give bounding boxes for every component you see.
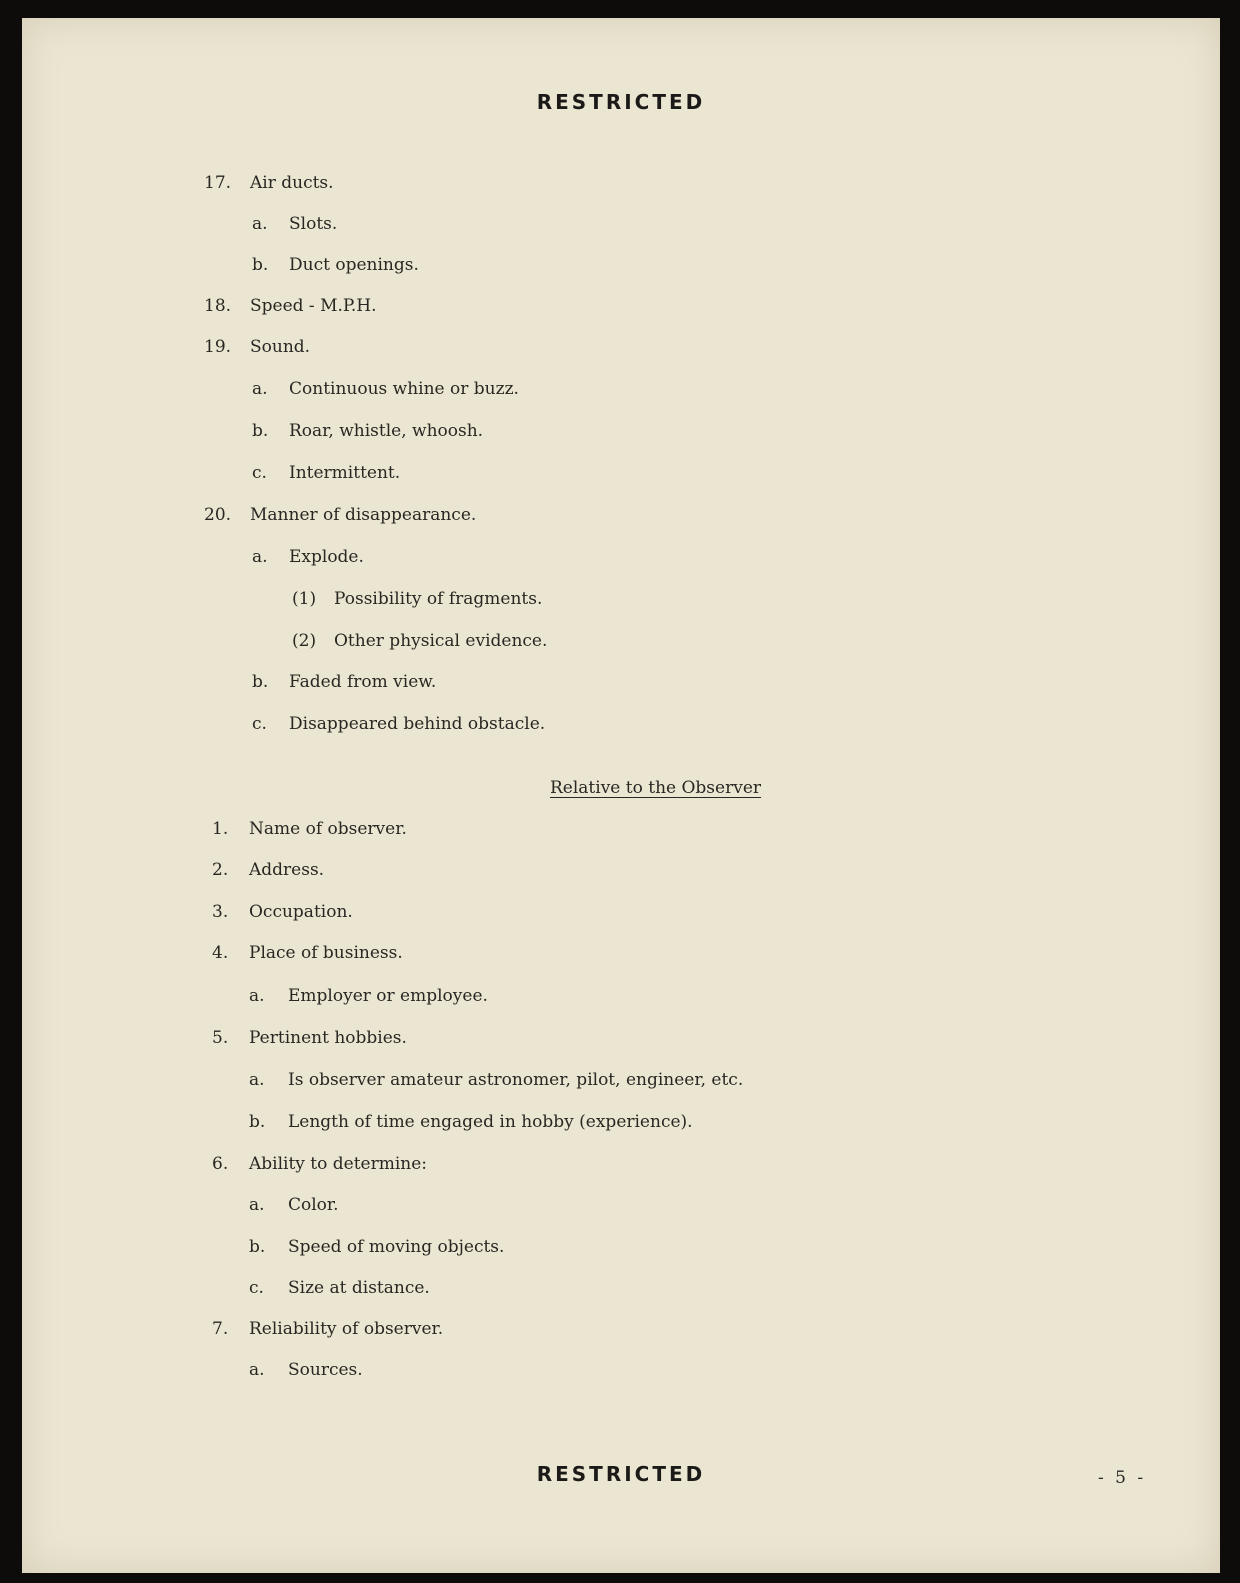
item-number: 18.: [204, 296, 232, 316]
list-item: [204, 337, 310, 357]
list-item: [252, 214, 337, 234]
section-heading: Relative to the Observer: [550, 778, 762, 798]
list-item: [252, 421, 483, 441]
item-number: a.: [249, 986, 265, 1006]
item-text: Duct openings.: [289, 255, 419, 275]
classification-marking-bottom: RESTRICTED: [536, 1462, 706, 1486]
item-number: c.: [252, 463, 267, 483]
item-text: Size at distance.: [288, 1278, 430, 1298]
list-item: [249, 1237, 504, 1257]
item-number: (1): [292, 589, 317, 609]
item-number: 2.: [212, 860, 229, 880]
item-number: 3.: [212, 902, 229, 922]
item-number: 19.: [204, 337, 232, 357]
list-item: [212, 1154, 427, 1174]
item-number: b.: [252, 255, 269, 275]
item-text: Length of time engaged in hobby (experience).: [288, 1112, 693, 1132]
item-number: a.: [249, 1360, 265, 1380]
list-item: [249, 1112, 693, 1132]
item-text: Speed of moving objects.: [288, 1237, 505, 1257]
item-text: Explode.: [289, 547, 364, 567]
item-number: 1.: [212, 819, 229, 839]
list-item: [212, 943, 403, 963]
item-text: Intermittent.: [289, 463, 401, 483]
list-item: [252, 255, 419, 275]
item-text: Is observer amateur astronomer, pilot, engineer, etc.: [288, 1070, 744, 1090]
item-text: Sound.: [250, 337, 311, 357]
list-item: [252, 672, 436, 692]
list-item: [204, 505, 476, 525]
list-item: [212, 819, 407, 839]
list-item: [252, 463, 400, 483]
item-number: a.: [252, 214, 268, 234]
item-number: 20.: [204, 505, 232, 525]
item-number: b.: [249, 1112, 266, 1132]
item-number: b.: [249, 1237, 266, 1257]
classification-marking-top: RESTRICTED: [536, 90, 706, 114]
item-text: Disappeared behind obstacle.: [289, 714, 546, 734]
list-item: [252, 547, 364, 567]
list-item: [212, 1028, 407, 1048]
item-text: Place of business.: [249, 943, 403, 963]
item-text: Speed - M.P.H.: [250, 296, 377, 316]
item-text: Pertinent hobbies.: [249, 1028, 407, 1048]
list-item: [204, 296, 377, 316]
list-item: [249, 1278, 430, 1298]
list-item: [252, 379, 519, 399]
item-text: Sources.: [288, 1360, 363, 1380]
item-number: 5.: [212, 1028, 229, 1048]
item-number: 4.: [212, 943, 229, 963]
item-text: Name of observer.: [249, 819, 407, 839]
item-text: Slots.: [289, 214, 338, 234]
item-text: Other physical evidence.: [334, 631, 548, 651]
item-number: c.: [252, 714, 267, 734]
item-number: (2): [292, 631, 317, 651]
item-text: Occupation.: [249, 902, 353, 922]
item-text: Possibility of fragments.: [334, 589, 543, 609]
list-item: [249, 1360, 363, 1380]
list-item: [249, 1070, 743, 1090]
item-text: Ability to determine:: [249, 1154, 428, 1174]
item-number: b.: [252, 421, 269, 441]
item-number: 6.: [212, 1154, 229, 1174]
item-text: Faded from view.: [289, 672, 437, 692]
item-text: Address.: [249, 860, 325, 880]
item-text: Continuous whine or buzz.: [289, 379, 519, 399]
item-number: a.: [249, 1070, 265, 1090]
list-item: [249, 1195, 339, 1215]
item-number: c.: [249, 1278, 264, 1298]
item-number: a.: [252, 379, 268, 399]
list-item: [292, 589, 542, 609]
list-item: [212, 902, 353, 922]
item-text: Employer or employee.: [288, 986, 488, 1006]
list-item: [252, 714, 545, 734]
document-page: [22, 18, 1220, 1573]
item-text: Manner of disappearance.: [250, 505, 477, 525]
list-item: [212, 1319, 443, 1339]
item-text: Color.: [288, 1195, 339, 1215]
item-number: a.: [252, 547, 268, 567]
item-number: b.: [252, 672, 269, 692]
list-item: [249, 986, 488, 1006]
item-number: a.: [249, 1195, 265, 1215]
list-item: [204, 173, 334, 193]
item-text: Air ducts.: [250, 173, 334, 193]
item-number: 17.: [204, 173, 232, 193]
item-number: 7.: [212, 1319, 229, 1339]
item-text: Reliability of observer.: [249, 1319, 444, 1339]
list-item: [212, 860, 324, 880]
item-text: Roar, whistle, whoosh.: [289, 421, 484, 441]
page-number: - 5 -: [1098, 1468, 1147, 1488]
list-item: [292, 631, 547, 651]
